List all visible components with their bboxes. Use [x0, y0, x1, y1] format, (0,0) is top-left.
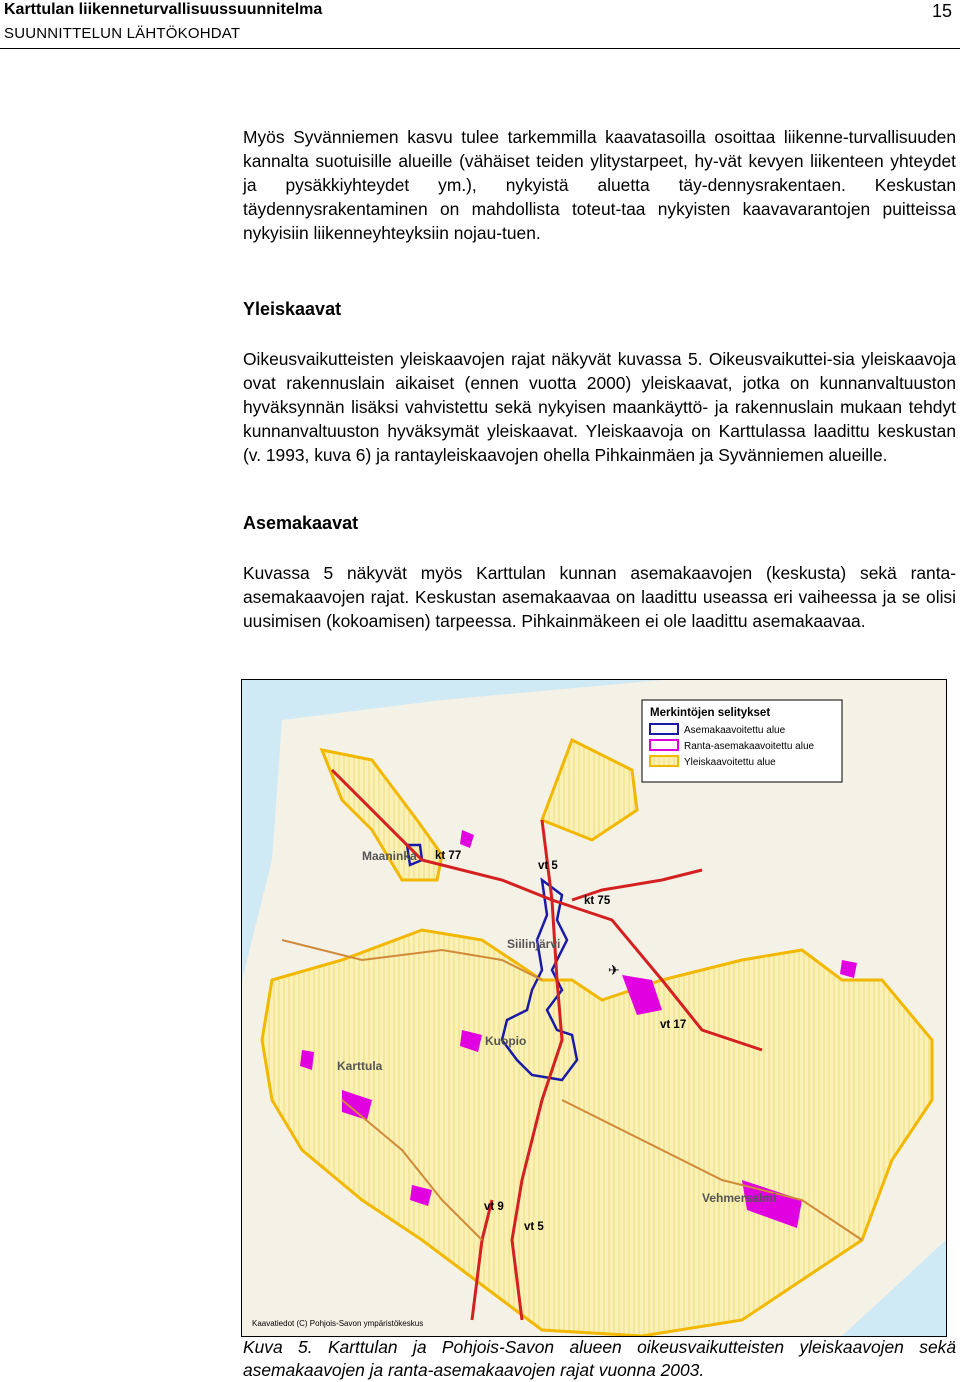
figure-caption: Kuva 5. Karttulan ja Pohjois-Savon alueen oikeusvaikutteisten yleiskaavojen sekä asemakaavojen ja ranta-asemakaavojen rajat vuonna 2003. — [243, 1337, 956, 1380]
map-svg — [242, 680, 946, 1336]
road-label-vt5-north: vt 5 — [538, 860, 558, 872]
legend-label-shore: Ranta-asemakaavoitettu alue — [684, 741, 815, 752]
legend-label-detailed: Asemakaavoitettu alue — [684, 725, 786, 736]
map-credit: Kaavatiedot (C) Pohjois-Savon ympäristökeskus — [252, 1319, 424, 1328]
heading-yleiskaavat: Yleiskaavat — [243, 299, 342, 319]
plan-map-figure — [241, 679, 947, 1337]
paragraph-asemakaavat: Kuvassa 5 näkyvät myös Karttulan kunnan asemakaavojen (keskusta) sekä ranta-asemakaavojen rajat. Keskustan asemakaavaa on laadittu useassa eri vaiheessa ja se olisi uusimisen (kokoamisen) tarpeessa. Pihkainmäkeen ei ole laadittu asemakaavaa. — [243, 563, 956, 631]
place-label-karttula: Karttula — [337, 1059, 383, 1073]
road-label-kt75: kt 75 — [584, 895, 611, 907]
section-subtitle: SUUNNITTELUN LÄHTÖKOHDAT — [4, 25, 241, 42]
road-label-vt9: vt 9 — [484, 1201, 504, 1213]
document-title: Karttulan liikenneturvallisuussuunnitelma — [4, 1, 323, 18]
heading-asemakaavat: Asemakaavat — [243, 513, 359, 533]
legend-swatch-shore — [650, 740, 678, 750]
place-label-maaninka: Maaninka — [362, 849, 417, 863]
place-label-siilinjarvi: Siilinjärvi — [507, 937, 561, 951]
legend-title: Merkintöjen selitykset — [650, 707, 771, 719]
road-label-vt17: vt 17 — [660, 1019, 687, 1031]
paragraph-syvanniemi: Myös Syvänniemen kasvu tulee tarkemmilla kaavatasoilla osoittaa liikenne-turvallisuuden kannalta suotuisille alueille (vähäiset teiden ylitystarpeet, hy-vät kevyen liikenteen yhteydet ja pysäkkiyhteydet ym.), nykyistä aluetta täy-dennysrakentaen. Keskustan täydennysrakentaminen on mahdollista toteut-taa nykyisten kaavavarantojen puitteissa nykyisiin liikenneyhteyksiin nojau-tuen. — [243, 127, 956, 243]
road-label-vt5-south: vt 5 — [524, 1221, 544, 1233]
airport-icon: ✈ — [608, 963, 620, 979]
legend-label-general: Yleiskaavoitettu alue — [684, 757, 776, 768]
page-number: 15 — [931, 1, 952, 21]
place-label-vehmersalmi: Vehmersalmi — [702, 1191, 777, 1205]
legend-swatch-detailed — [650, 724, 678, 734]
place-label-kuopio: Kuopio — [485, 1034, 527, 1048]
legend-swatch-general — [650, 756, 678, 766]
road-label-kt77: kt 77 — [435, 850, 462, 862]
paragraph-yleiskaavat: Oikeusvaikutteisten yleiskaavojen rajat näkyvät kuvassa 5. Oikeusvaikuttei-sia yleiskaavoja ovat rakennuslain aikaiset (ennen vuotta 2000) yleiskaavat, jotka on kunnanvaltuuston hyväksynnän lisäksi vahvistettu sekä nykyisen maankäyttö- ja rakennuslain mukaan tehdyt kunnanvaltuuston hyväksymät yleiskaavat. Yleiskaavoja on Karttulassa laadittu keskustan (v. 1993, kuva 6) ja rantayleiskaavojen ohella Pihkainmäen ja Syvänniemen alueille. — [243, 349, 956, 465]
header-divider — [0, 48, 960, 49]
